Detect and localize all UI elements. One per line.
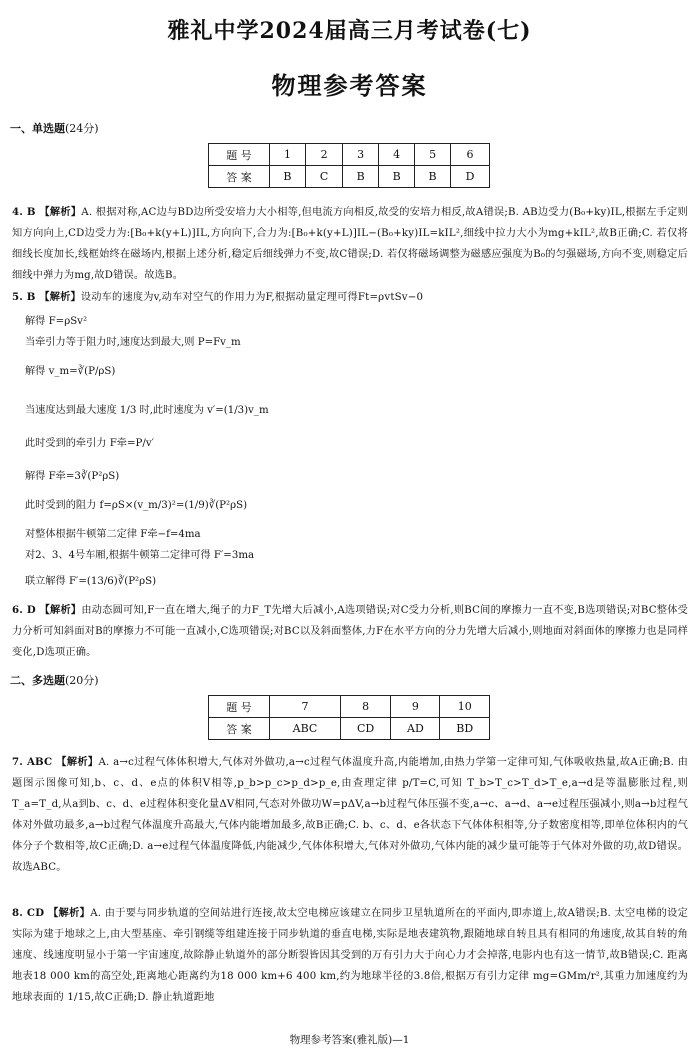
question-head: 4. B 【解析】 bbox=[12, 206, 82, 218]
table-row bbox=[209, 718, 490, 740]
table-cell: 3 bbox=[343, 144, 379, 166]
solution-text: 由动态圆可知,F一直在增大,绳子的力F_T先增大后减小,A选项错误;对C受力分析,则BC间的摩擦力一直不变,B选项错误;对BC整体受力分析可知斜面对B的摩擦力不可能一直减小,C选项错误;对BC以及斜面整体,力F在水平方向的分力先增大后减小,则地面对斜面体的摩擦力也是同样变化,D选项正确。 bbox=[12, 605, 689, 658]
table-cell: 8 bbox=[340, 696, 390, 718]
table-cell: 6 bbox=[451, 144, 490, 166]
solution-text: A. a→c过程气体体积增大,气体对外做功,a→c过程气体温度升高,内能增加,由热力学第一定律可知,气体吸收热量,故A正确;B. 由题图示图像可知,b、c、d、e点的体积V相等,p_b>p_c>p_d>p_e,由查理定律 p/T=C,可知 T_b>T_c>T_d>T_e,a→d是等温膨胀过程,则 T_a=T_d,从a到b、c、d、e过程体积变化量ΔV相同,气态对外做功W=pΔV,a→b过程气体压强不变,a→c、a→d、a→e过程压强减小,则a→b过程气体对外做功最多,a→b过程气体温度升高最大,气体内能增加最多,故B正确;C. b、c、d、e各状态下气体体积相等,分子数密度相等,即单位体积内的气体分子个数相等,故C正确;D. a→e过程气体温度降低,内能减少,气体体积增大,气体对外做功,气体内能的减少量可能等于气体对外做的功,故D错误。故选ABC。 bbox=[12, 757, 688, 873]
formula-line: 当速度达到最大速度 1/3 时,此时速度为 v′=(1/3)v_m bbox=[25, 405, 269, 416]
table-cell: B bbox=[379, 166, 415, 188]
question-head: 7. ABC 【解析】 bbox=[12, 756, 99, 768]
solution-text: A. 根据对称,AC边与BD边所受安培力大小相等,但电流方向相反,故受的安培力相反,故A错误;B. AB边受力(B₀+ky)IL,根据左手定则知方向向上,CD边受力为:[B₀+k(y+L)]IL,方向向下,合力为:[B₀+k(y+L)]IL−(B₀+ky)IL=kIL²,细线中拉力大小为mg+kIL²,故B正确;C. 若仅将细线长度加长,线框始终在磁场内,根据上述分析,稳定后细线弹力不变,故C错误;D. 若仅将磁场调整为磁感应强度为B₀的匀强磁场,方向不变,则稳定后细线中弹力为mg,故D错误。故选B。 bbox=[12, 207, 688, 281]
table-cell: 7 bbox=[270, 696, 341, 718]
table-cell: 1 bbox=[270, 144, 306, 166]
answer-table-1 bbox=[208, 143, 490, 188]
formula-line: 联立解得 F′=(13/6)∛(P²ρS) bbox=[25, 576, 157, 587]
question-4-solution bbox=[12, 202, 688, 286]
formula-line: 当牵引力等于阻力时,速度达到最大,则 P=Fv_m bbox=[25, 337, 241, 348]
question-6-solution bbox=[12, 600, 688, 663]
table-row bbox=[209, 696, 490, 718]
exam-title: 雅礼中学2024届高三月考试卷(七) bbox=[167, 18, 532, 44]
answer-table-2 bbox=[208, 695, 490, 740]
question-7-solution bbox=[12, 752, 688, 878]
question-5-solution bbox=[12, 287, 688, 308]
section-single-choice bbox=[10, 120, 99, 136]
formula-line: 对整体根据牛顿第二定律 F牵−f=4ma bbox=[25, 529, 201, 540]
table-cell: 答 案 bbox=[209, 718, 270, 740]
table-cell: C bbox=[305, 166, 342, 188]
formula-line: 解得 F牵=3∛(P²ρS) bbox=[25, 471, 120, 482]
page-footer: 物理参考答案(雅礼版)—1 bbox=[289, 1034, 410, 1046]
question-8-solution bbox=[12, 903, 688, 1008]
formula-line: 此时受到的牵引力 F牵=P/v′ bbox=[25, 438, 154, 449]
solution-text: A. 由于要与同步轨道的空间站进行连接,故太空电梯应该建立在同步卫星轨道所在的平面内,即赤道上,故A错误;B. 太空电梯的设定实际为建于地球之上,由大型基座、牵引钢缆等组建连接于同步轨道的垂直电梯,实际是地表建筑物,跟随地球自转且具有相同的角速度,故其自转的角速度、线速度明显小于第一宇宙速度,故除静止轨道外的部分断裂皆因其受到的万有引力大于向心力才会掉落,电影内也有这一情节,故B错误;C. 距离地表18 000 km的高空处,距离地心距离约为18 000 km+6 400 km,约为地球半径的3.8倍,根据万有引力定律 mg=GMm/r²,其重力加速度约为地球表面的 1/15,故C正确;D. 静止轨道距地 bbox=[12, 908, 689, 1003]
table-cell: B bbox=[343, 166, 379, 188]
formula-line: 解得 F=ρSv² bbox=[25, 316, 88, 327]
table-cell: 答 案 bbox=[209, 166, 270, 188]
table-row bbox=[209, 166, 490, 188]
table-cell: BD bbox=[440, 718, 490, 740]
question-head: 8. CD 【解析】 bbox=[12, 907, 91, 919]
formula-line: 解得 v_m=∛(P/ρS) bbox=[25, 366, 116, 377]
section-label: 一、单选题 bbox=[10, 122, 65, 135]
table-cell: ABC bbox=[270, 718, 341, 740]
answer-title: 物理参考答案 bbox=[271, 72, 428, 100]
table-cell: AD bbox=[391, 718, 440, 740]
section-label: 二、多选题 bbox=[10, 674, 65, 687]
table-cell: 5 bbox=[415, 144, 451, 166]
table-cell: 10 bbox=[440, 696, 490, 718]
solution-text: 设动车的速度为v,动车对空气的作用力为F,根据动量定理可得Ft=ρvtSv−0 bbox=[80, 292, 424, 303]
table-cell: 题 号 bbox=[209, 696, 270, 718]
section-points: (24分) bbox=[65, 122, 99, 135]
table-cell: 4 bbox=[379, 144, 415, 166]
table-cell: 2 bbox=[305, 144, 342, 166]
formula-line: 此时受到的阻力 f=ρS×(v_m/3)²=(1/9)∛(P²ρS) bbox=[25, 500, 248, 511]
table-cell: 9 bbox=[391, 696, 440, 718]
table-cell: 题 号 bbox=[209, 144, 270, 166]
table-row bbox=[209, 144, 490, 166]
question-head: 5. B 【解析】 bbox=[12, 291, 81, 303]
table-cell: B bbox=[415, 166, 451, 188]
section-multiple-choice bbox=[10, 672, 99, 688]
question-head: 6. D 【解析】 bbox=[12, 604, 82, 616]
table-cell: CD bbox=[340, 718, 390, 740]
table-cell: B bbox=[270, 166, 306, 188]
table-cell: D bbox=[451, 166, 490, 188]
formula-line: 对2、3、4号车厢,根据牛顿第二定律可得 F′=3ma bbox=[25, 550, 255, 561]
section-points: (20分) bbox=[65, 674, 99, 687]
